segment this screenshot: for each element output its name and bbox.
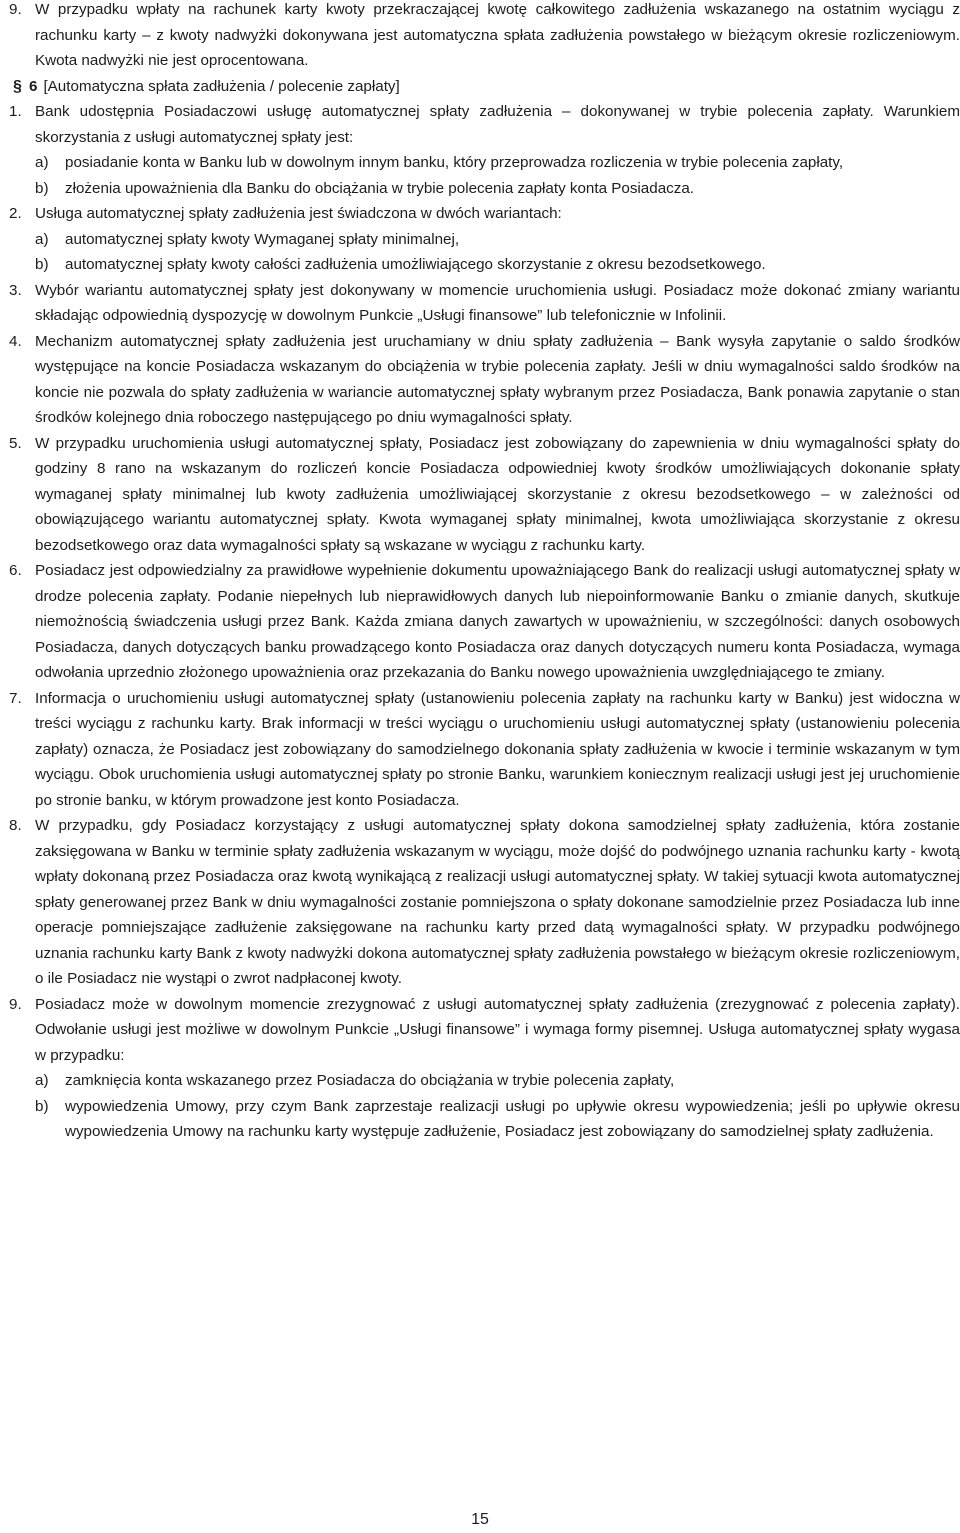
document-body — [9, 0, 960, 1145]
sub-item — [9, 176, 960, 202]
section-sign: § — [13, 77, 22, 95]
list-item — [9, 99, 960, 201]
item-number: 2. — [9, 205, 22, 222]
sub-item — [9, 252, 960, 278]
item-text: Wybór wariantu automatycznej spłaty jest dokonywany w momencie uruchomienia usługi. Posiadacz może dokonać zmiany wariantu składając odpowiednią dyspozycję w dowolnym Punkcie „Usługi finansowe” lub telefonicznie w Infolinii. — [35, 281, 960, 324]
item-number: 4. — [9, 332, 22, 350]
sub-item-text: wypowiedzenia Umowy, przy czym Bank zaprzestaje realizacji usługi po upływie okresu wypowiedzenia; jeśli po upływie okresu wypowiedzenia Umowy na rachunku karty występuje zadłużenie, Posiadacz jest zobowiązany do samodzielnej spłaty zadłużenia. — [65, 1097, 960, 1140]
list-item — [9, 431, 960, 559]
item-number: 9. — [9, 1, 22, 18]
list-item — [9, 992, 960, 1145]
sub-item-letter: b) — [35, 1097, 49, 1115]
item-text: W przypadku uruchomienia usługi automatycznej spłaty, Posiadacz jest zobowiązany do zapewnienia w dniu wymagalności spłaty do godziny 8 rano na wskazanym do rozliczeń koncie Posiadacza odpowiedniej kwoty środków umożliwiających dokonanie spłaty wymaganej spłaty minimalnej lub kwoty zadłużenia umożliwiającej skorzystanie z okresu bezodsetkowego – w zależności od obowiązującego wariantu automatycznej spłaty. Kwota wymaganej spłaty minimalnej, kwota umożliwiająca skorzystanie z okresu bezodsetkowego oraz data wymagalności spłaty są wskazane w wyciągu z rachunku karty. — [35, 434, 960, 554]
sub-item — [9, 1094, 960, 1145]
item-text: W przypadku wpłaty na rachunek karty kwoty przekraczającej kwotę całkowitego zadłużenia wskazanego na ostatnim wyciągu z rachunku karty – z kwoty nadwyżki dokonywana jest automatyczna spłata zadłużenia powstałego w bieżącym okresie rozliczeniowym. Kwota nadwyżki nie jest oprocentowana. — [35, 1, 960, 69]
list-item — [9, 813, 960, 992]
section-title: [Automatyczna spłata zadłużenia / polecenie zapłaty] — [43, 77, 400, 95]
numbered-list — [9, 99, 960, 1145]
list-item — [9, 201, 960, 278]
item-body — [35, 278, 960, 329]
item-number: 3. — [9, 281, 22, 299]
item-body — [35, 201, 960, 278]
list-item — [9, 329, 960, 431]
item-number: 8. — [9, 817, 22, 834]
sub-item-text: złożenia upoważnienia dla Banku do obciążania w trybie polecenia zapłaty konta Posiadacza. — [65, 179, 694, 197]
item-body — [35, 992, 960, 1145]
item-body — [35, 431, 960, 559]
item-body — [35, 99, 960, 201]
item-number: 5. — [9, 434, 22, 452]
section-heading — [9, 74, 960, 100]
sub-item-text: zamknięcia konta wskazanego przez Posiadacza do obciążania w trybie polecenia zapłaty, — [65, 1072, 675, 1089]
sub-item — [9, 150, 960, 176]
item-number: 7. — [9, 689, 22, 707]
item-number: 6. — [9, 562, 22, 579]
list-item — [9, 558, 960, 686]
section-number: 6 — [29, 77, 38, 95]
item-number: 1. — [9, 103, 22, 120]
item-text: Posiadacz może w dowolnym momencie zrezygnować z usługi automatycznej spłaty zadłużenia (zrezygnować z polecenia zapłaty). Odwołanie usługi jest możliwe w dowolnym Punkcie „Usługi finansowe” i wymaga formy pisemnej. Usługa automatycznej spłaty wygasa w przypadku: — [35, 995, 960, 1064]
item-text: Informacja o uruchomieniu usługi automatycznej spłaty (ustanowieniu polecenia zapłaty na rachunku karty w Banku) jest widoczna w treści wyciągu z rachunku karty. Brak informacji w treści wyciągu o uruchomieniu usługi automatycznej spłaty (ustanowieniu polecenia zapłaty) oznacza, że Posiadacz jest zobowiązany do samodzielnego dokonania spłaty zadłużenia w kwocie i terminie wskazanym w tym wyciągu. Obok uruchomienia usługi automatycznej spłaty po stronie Banku, warunkiem koniecznym realizacji usługi jest jej uruchomienie po stronie banku, w którym prowadzone jest konto Posiadacza. — [35, 689, 960, 809]
item-text: Usługa automatycznej spłaty zadłużenia jest świadczona w dwóch wariantach: — [35, 205, 562, 222]
list-item — [9, 278, 960, 329]
sub-item-letter: b) — [35, 179, 49, 197]
sub-item-letter: b) — [35, 256, 49, 273]
sub-item — [9, 227, 960, 253]
item-text: W przypadku, gdy Posiadacz korzystający z usługi automatycznej spłaty dokona samodzielnej spłaty zadłużenia, która zostanie zaksięgowana w Banku w terminie spłaty zadłużenia wskazanym w wyciągu, może dojść do podwójnego uznania rachunku karty - kwotą wpłaty dokonaną przez Posiadacza oraz kwotą wynikającą z realizacji usługi automatycznej spłaty. W takiej sytuacji kwota automatycznej spłaty generowanej przez Bank w dniu wymagalności zostanie pomniejszona o spłaty dokonane samodzielnie przez Posiadacza lub inne operacje pomniejszające zadłużenie zaksięgowane na rachunku karty przed datą wymagalności spłaty. W przypadku podwójnego uznania rachunku karty Bank z kwoty nadwyżki dokona automatycznej spłaty zadłużenia powstałego w bieżącym okresie rozliczeniowym, o ile Posiadacz nie wystąpi o zwrot nadpłaconej kwoty. — [35, 817, 960, 987]
item-text: Bank udostępnia Posiadaczowi usługę automatycznej spłaty zadłużenia – dokonywanej w trybie polecenia zapłaty. Warunkiem skorzystania z usługi automatycznej spłaty jest: — [35, 103, 960, 146]
item-body — [35, 686, 960, 814]
item-body — [35, 558, 960, 686]
item-body — [35, 329, 960, 431]
sub-item-text: automatycznej spłaty kwoty całości zadłużenia umożliwiającego skorzystanie z okresu bezodsetkowego. — [65, 256, 766, 273]
sub-item — [9, 1068, 960, 1094]
sub-item-letter: a) — [35, 230, 49, 248]
sub-item-text: automatycznej spłaty kwoty Wymaganej spłaty minimalnej, — [65, 230, 460, 248]
item-number: 9. — [9, 995, 22, 1013]
item-body — [35, 813, 960, 992]
sub-item-text: posiadanie konta w Banku lub w dowolnym innym banku, który przeprowadza rozliczenia w trybie polecenia zapłaty, — [65, 154, 844, 171]
item-text: Posiadacz jest odpowiedzialny za prawidłowe wypełnienie dokumentu upoważniającego Bank do realizacji usługi automatycznej spłaty w drodze polecenia zapłaty. Podanie niepełnych lub nieprawidłowych danych lub niepoinformowanie Banku o zmianie danych, skutkuje niemożnością świadczenia usługi przez Bank. Każda zmiana danych zawartych w upoważnieniu, w szczególności: danych osobowych Posiadacza, danych dotyczących banku prowadzącego konto Posiadacza oraz danych dotyczących numeru konta Posiadacza, wymaga odwołania uprzednio złożonego upoważnienia oraz przekazania do Banku nowego upoważnienia uwzględniającego te zmiany. — [35, 562, 960, 681]
list-item — [9, 686, 960, 814]
sub-item-letter: a) — [35, 154, 49, 171]
page-number: 15 — [471, 1511, 489, 1528]
paragraph-intro — [9, 0, 960, 74]
item-text: Mechanizm automatycznej spłaty zadłużenia jest uruchamiany w dniu spłaty zadłużenia – Bank wysyła zapytanie o saldo środków występujące na koncie Posiadacza wskazanym do obciążenia w trybie polecenia zapłaty. Jeśli w dniu wymagalności saldo środków na koncie nie pozwala do spłaty zadłużenia w wariancie automatycznej spłaty wybranym przez Posiadacza, Bank ponawia zapytanie o stan środków kolejnego dnia roboczego następującego po dniu wymagalności spłaty. — [35, 332, 960, 426]
sub-item-letter: a) — [35, 1072, 49, 1089]
